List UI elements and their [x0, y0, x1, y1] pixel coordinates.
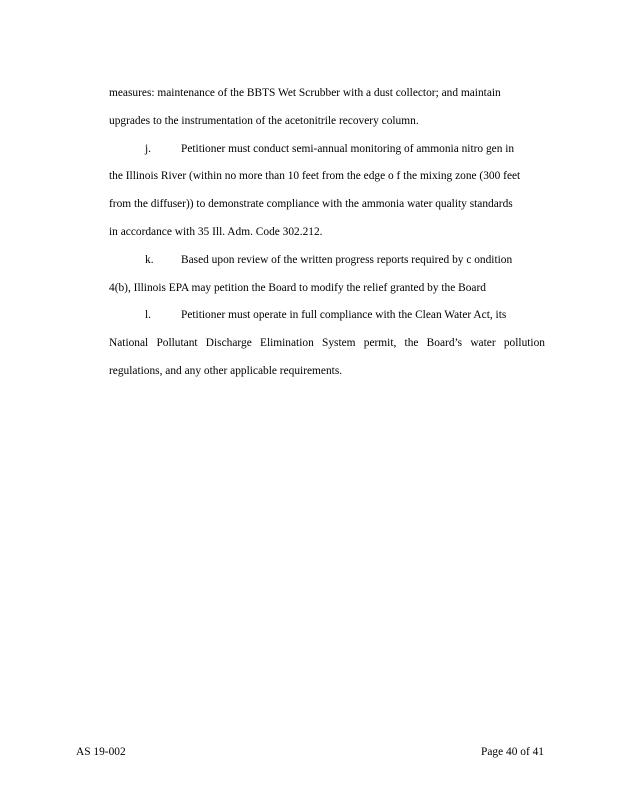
paragraph-k-first-line [109, 247, 545, 275]
text-line: the Illinois River (within no more than 10 feet from the edge o f the mixing zone (300 feet [109, 170, 521, 183]
item-marker-l: l. [145, 309, 152, 322]
item-marker-k: k. [145, 253, 154, 266]
text-line: upgrades to the instrumentation of the acetonitrile recovery column. [109, 114, 419, 127]
document-body [109, 80, 545, 386]
text-line: Petitioner must conduct semi-annual monitoring of ammonia nitro gen in [181, 142, 515, 155]
paragraph-l-first-line [109, 302, 545, 330]
text-line: 4(b), Illinois EPA may petition the Board to modify the relief granted by the Board [109, 281, 486, 294]
text-line: in accordance with 35 Ill. Adm. Code 302.212. [109, 225, 323, 238]
text-line: Petitioner must operate in full compliance with the Clean Water Act, its [181, 309, 507, 322]
text-line: measures: maintenance of the BBTS Wet Scrubber with a dust collector; and maintain [109, 87, 501, 99]
footer-page-number: Page 40 of 41 [481, 746, 544, 758]
text-line: Based upon review of the written progress reports required by c ondition [181, 253, 513, 266]
footer-docket-number: AS 19-002 [76, 746, 126, 758]
item-marker-j: j. [145, 142, 152, 155]
text-line: from the diffuser)) to demonstrate compliance with the ammonia water quality standards [109, 198, 513, 211]
text-line: National Pollutant Discharge Elimination System permit, the Board’s water pollution [109, 337, 545, 350]
text-line: regulations, and any other applicable requirements. [109, 364, 343, 377]
paragraph-j-first-line [109, 136, 545, 164]
